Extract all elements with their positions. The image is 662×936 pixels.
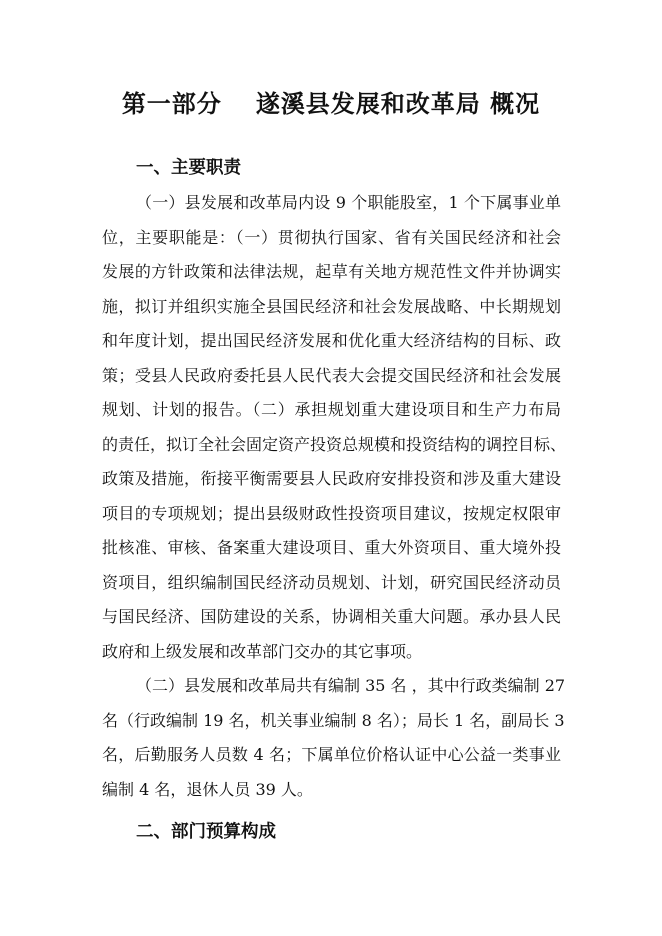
paragraph-line: 规划、计划的报告。（二）承担规划重大建设项目和生产力布局: [102, 400, 561, 419]
paragraph-line: 策；受县人民政府委托县人民代表大会提交国民经济和社会发展: [102, 365, 561, 385]
paragraph-line: 位，主要职能是：（一）贯彻执行国家、省有关国民经济和社会: [102, 227, 561, 247]
paragraph-line: 施，拟订并组织实施全县国民经济和社会发展战略、中长期规划: [102, 296, 561, 316]
paragraph-line: 项目的专项规划；提出县级财政性投资项目建议，按规定权限审: [102, 503, 561, 523]
title-name: 遂溪县发展和改革局 概况: [255, 90, 541, 118]
title-part: 第一部分: [121, 90, 222, 118]
page-title: [0, 84, 662, 119]
paragraph-line: 编制 4 名，退休人员 39 人。: [102, 779, 313, 799]
paragraph-line: 发展的方针政策和法律法规，起草有关地方规范性文件并协调实: [102, 262, 561, 281]
section-heading-budget: 二、部门预算构成: [136, 822, 276, 842]
paragraph-line: 政府和上级发展和改革部门交办的其它事项。: [102, 641, 423, 661]
paragraph-line: 资项目，组织编制国民经济动员规划、计划，研究国民经济动员: [102, 572, 561, 592]
paragraph-line: （二）县发展和改革局共有编制 35 名 ，其中行政类编制 27: [136, 676, 566, 695]
paragraph-line: 与国民经济、国防建设的关系，协调相关重大问题。承办县人民: [102, 607, 561, 626]
section-heading-duties: 一、主要职责: [136, 158, 241, 178]
paragraph-line: 名（行政编制 19 名，机关事业编制 8 名）；局长 1 名，副局长 3: [102, 710, 565, 730]
paragraph-line: 政策及措施，衔接平衡需要县人民政府安排投资和涉及重大建设: [102, 469, 561, 488]
paragraph-line: （一）县发展和改革局内设 9 个职能股室，1 个下属事业单: [136, 193, 561, 212]
paragraph-line: 名，后勤服务人员数 4 名；下属单位价格认证中心公益一类事业: [102, 745, 561, 764]
paragraph-line: 的责任，拟订全社会固定资产投资总规模和投资结构的调控目标、: [102, 434, 567, 454]
paragraph-line: 和年度计划，提出国民经济发展和优化重大经济结构的目标、政: [102, 331, 561, 350]
paragraph-line: 批核准、审核、备案重大建设项目、重大外资项目、重大境外投: [102, 538, 561, 557]
